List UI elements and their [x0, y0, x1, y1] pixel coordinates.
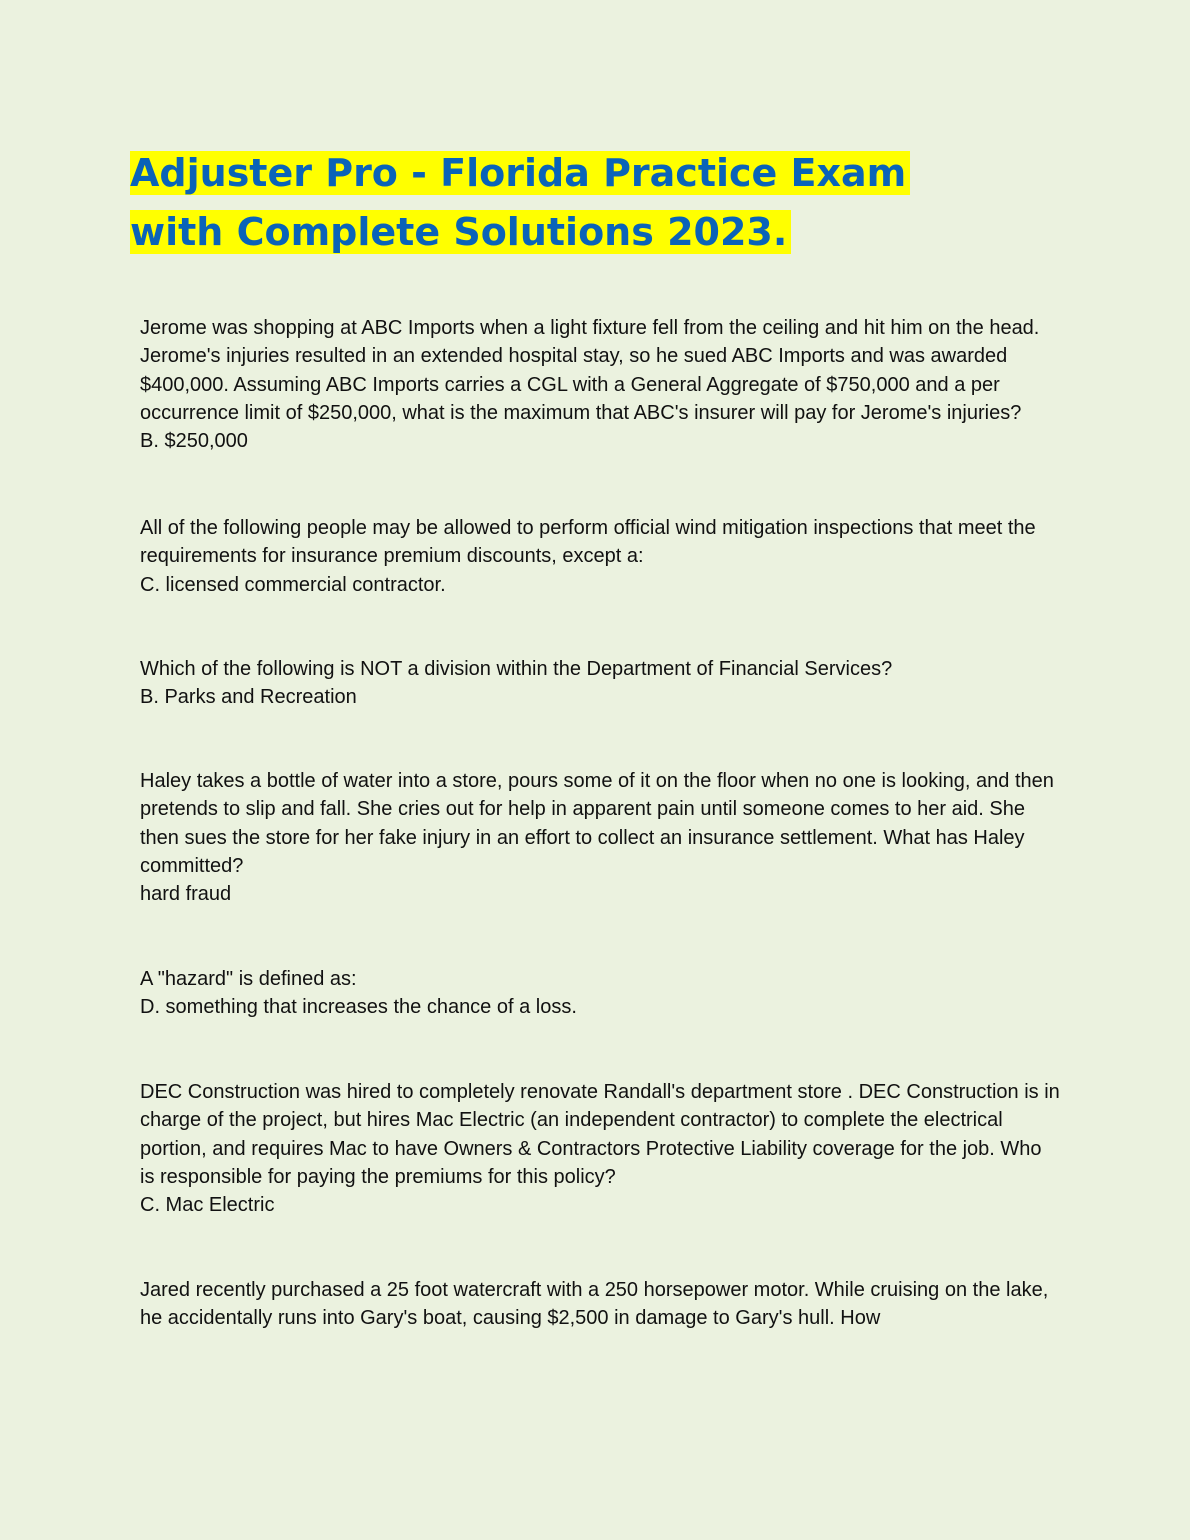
qa-item-1 — [140, 314, 1060, 455]
qa-item-7 — [140, 1276, 1060, 1333]
qa-item-6 — [140, 1078, 1060, 1219]
answer-text: C. licensed commercial contractor. — [140, 573, 446, 596]
question-text: Haley takes a bottle of water into a store, pours some of it on the floor when no one is looking, and then pretends to slip and fall. She cries out for help in apparent pain until someone comes to her aid. She then sues the store for her fake injury in an effort to collect an insurance settlement. What has Haley committed? — [140, 770, 1054, 877]
title-highlight: Adjuster Pro - Florida Practice Exam with Complete Solutions 2023. — [130, 151, 910, 254]
answer-text: D. something that increases the chance of a loss. — [140, 996, 577, 1019]
qa-item-2 — [140, 514, 1060, 599]
answer-text: hard fraud — [140, 883, 232, 906]
question-text: Jared recently purchased a 25 foot watercraft with a 250 horsepower motor. While cruising on the lake, he accidentally runs into Gary's boat, causing $2,500 in damage to Gary's hull. How — [140, 1279, 1049, 1330]
question-text: All of the following people may be allowed to perform official wind mitigation inspections that meet the requirements for insurance premium discounts, except a: — [140, 517, 1036, 568]
answer-text: C. Mac Electric — [140, 1194, 275, 1217]
qa-item-5 — [140, 965, 1060, 1022]
document-title — [130, 144, 950, 262]
question-text: A "hazard" is defined as: — [140, 968, 357, 990]
answer-text: B. $250,000 — [140, 430, 248, 453]
question-text: Which of the following is NOT a division within the Department of Financial Services? — [140, 658, 893, 680]
qa-item-4 — [140, 767, 1060, 908]
qa-item-3 — [140, 655, 1060, 712]
answer-text: B. Parks and Recreation — [140, 686, 357, 709]
question-text: Jerome was shopping at ABC Imports when a light fixture fell from the ceiling and hit him on the head. Jerome's injuries resulted in an extended hospital stay, so he sued ABC Imports and was awarded $400,000. Assuming ABC Imports carries a CGL with a General Aggregate of $750,000 and a per occurrence limit of $250,000, what is the maximum that ABC's insurer will pay for Jerome's injuries? — [140, 317, 1040, 424]
question-text: DEC Construction was hired to completely renovate Randall's department store . DEC Construction is in charge of the project, but hires Mac Electric (an independent contractor) to complete the electrical portion, and requires Mac to have Owners & Contractors Protective Liability coverage for the job. Who is responsible for paying the premiums for this policy? — [140, 1081, 1060, 1188]
